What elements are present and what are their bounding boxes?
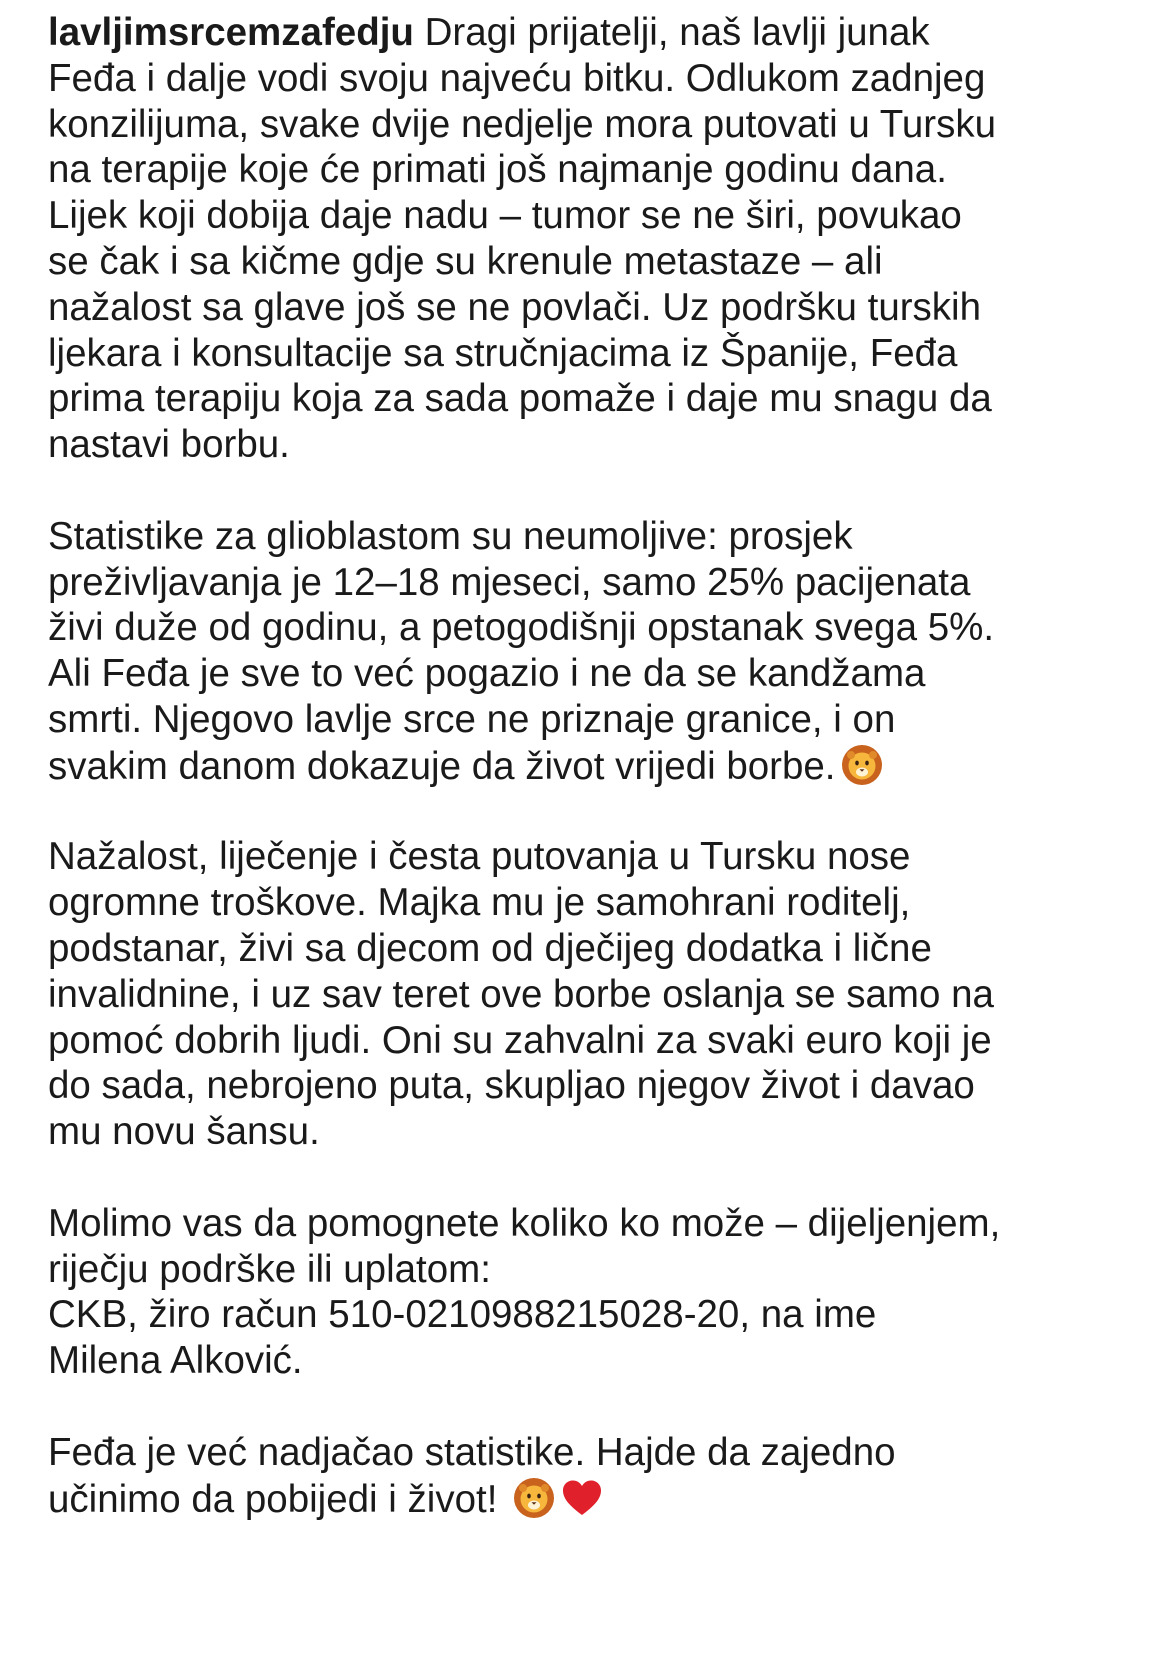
- caption-line: smrti. Njegovo lavlje srce ne priznaje granice, i on: [48, 697, 896, 741]
- caption-text: Dragi prijatelji, naš lavlji junak: [413, 11, 930, 54]
- caption-line: Feđa i dalje vodi svoju najveću bitku. Odlukom zadnjeg: [48, 56, 986, 100]
- paragraph-spacer: [48, 1155, 1128, 1201]
- heart-icon: [560, 1476, 604, 1520]
- caption-line: Nažalost, liječenje i česta putovanja u Tursku nose: [48, 835, 911, 879]
- caption-text: svakim danom dokazuje da život vrijedi borbe.: [48, 744, 836, 788]
- caption-line: CKB, žiro račun 510-0210988215028-20, na ime: [48, 1293, 877, 1337]
- caption-line: [48, 1476, 1128, 1522]
- caption-line: prima terapiju koja za sada pomaže i daje mu snagu da: [48, 377, 992, 421]
- caption-line: nastavi borbu.: [48, 423, 290, 467]
- caption-line: Lijek koji dobija daje nadu – tumor se ne širi, povukao: [48, 194, 962, 238]
- caption-line: riječju podrške ili uplatom:: [48, 1247, 491, 1291]
- paragraph-spacer: [48, 468, 1128, 514]
- caption-line: se čak i sa kičme gdje su krenule metastaze – ali: [48, 239, 883, 283]
- caption-line: podstanar, živi sa djecom od dječijeg dodatka i lične: [48, 926, 932, 970]
- caption-line: Statistike za glioblastom su neumoljive: prosjek: [48, 514, 853, 558]
- caption-line: konzilijuma, svake dvije nedjelje mora putovati u Tursku: [48, 102, 996, 146]
- caption-line: živi duže od godinu, a petogodišnji opstanak svega 5%.: [48, 606, 995, 650]
- caption-line: pomoć dobrih ljudi. Oni su zahvalni za svaki euro koji je: [48, 1018, 992, 1062]
- paragraph-spacer: [48, 789, 1128, 835]
- lion-icon: [512, 1476, 556, 1520]
- caption-line: Milena Alković.: [48, 1339, 303, 1383]
- lion-icon: [840, 743, 884, 787]
- caption-line: [48, 10, 1128, 56]
- caption-line: Ali Feđa je sve to već pogazio i ne da se kandžama: [48, 652, 926, 696]
- caption-line: ogromne troškove. Majka mu je samohrani roditelj,: [48, 881, 911, 925]
- paragraph-spacer: [48, 1384, 1128, 1430]
- caption-line: nažalost sa glave još se ne povlači. Uz podršku turskih: [48, 285, 982, 329]
- post-caption: [48, 10, 1128, 1521]
- caption-line: invalidnine, i uz sav teret ove borbe oslanja se samo na: [48, 972, 994, 1016]
- caption-line: mu novu šansu.: [48, 1110, 320, 1154]
- caption-line: Feđa je već nadjačao statistike. Hajde da zajedno: [48, 1430, 896, 1474]
- caption-line: Molimo vas da pomognete koliko ko može – dijeljenjem,: [48, 1201, 1001, 1245]
- caption-line: ljekara i konsultacije sa stručnjacima iz Španije, Feđa: [48, 331, 958, 375]
- caption-line: [48, 743, 1128, 789]
- caption-line: preživljavanja je 12–18 mjeseci, samo 25% pacijenata: [48, 560, 971, 604]
- caption-line: do sada, nebrojeno puta, skupljao njegov život i davao: [48, 1064, 975, 1108]
- caption-line: na terapije koje će primati još najmanje godinu dana.: [48, 148, 947, 192]
- caption-text: učinimo da pobijedi i život!: [48, 1477, 509, 1521]
- username-link[interactable]: lavljimsrcemzafedju: [48, 11, 414, 54]
